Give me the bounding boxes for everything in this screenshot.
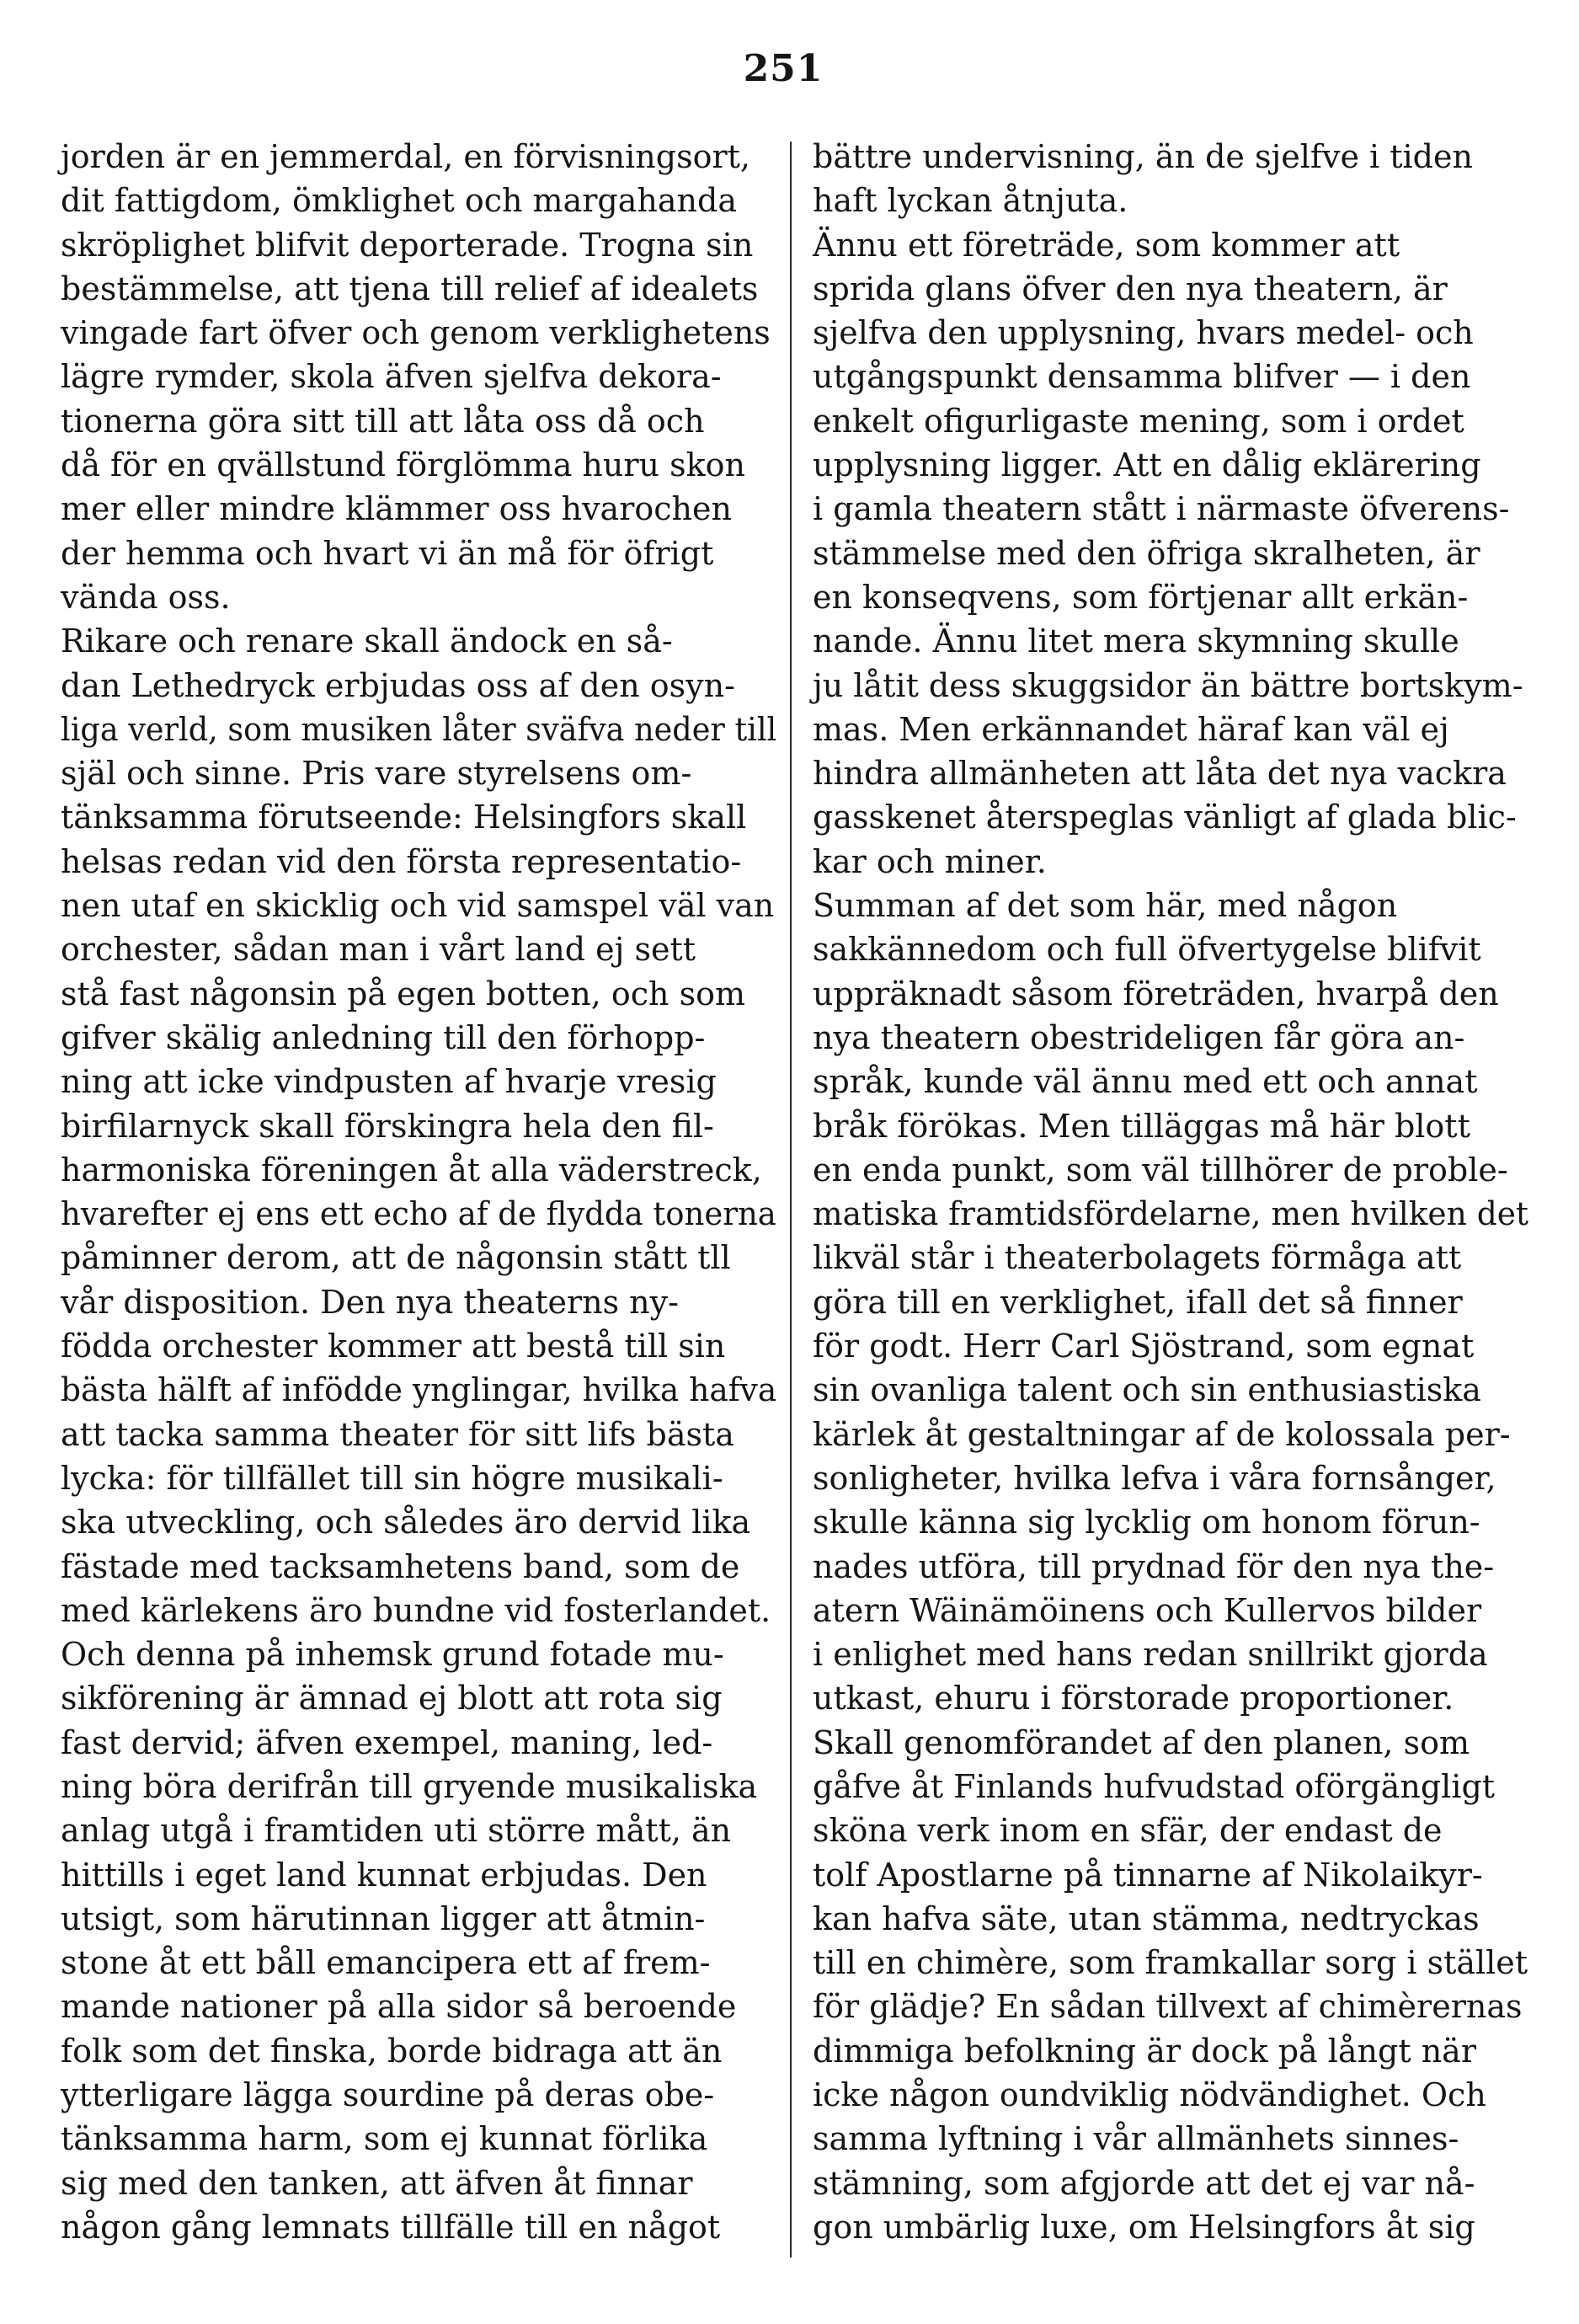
right-column-line: haft lyckan åtnjuta.: [813, 182, 1128, 220]
right-column-line: till en chimère, som framkallar sorg i stället: [813, 1944, 1528, 1982]
right-column-line: Skall genomförandet af den planen, som: [813, 1723, 1470, 1761]
right-column-line: samma lyftning i vår allmänhets sinnes-: [813, 2120, 1459, 2158]
left-column-line: nen utaf en skicklig och vid samspel väl van: [61, 887, 775, 925]
left-column-line: Rikare och renare skall ändock en så-: [61, 622, 673, 660]
right-column-line: matiska framtidsfördelarne, men hvilken det: [813, 1195, 1529, 1233]
left-column-line: då för en qvällstund förglömma huru skon: [61, 446, 745, 484]
right-column-line: tolf Apostlarne på tinnarne af Nikolaikyr-: [813, 1856, 1483, 1894]
page-number: 251: [743, 47, 824, 90]
left-column-line: dan Lethedryck erbjudas oss af den osyn-: [61, 666, 735, 704]
right-column-line: språk, kunde väl ännu med ett och annat: [813, 1063, 1478, 1101]
left-column-line: stone åt ett båll emancipera ett af frem-: [61, 1944, 711, 1982]
right-column-line: gåfve åt Finlands hufvudstad oförgängligt: [813, 1767, 1496, 1805]
right-column-line: sin ovanliga talent och sin enthusiastiska: [813, 1371, 1481, 1409]
left-column-line: stå fast någonsin på egen botten, och som: [61, 975, 745, 1012]
left-column-line: hvarefter ej ens ett echo af de flydda tonerna: [61, 1195, 776, 1233]
left-column-line: tionerna göra sitt till att låta oss då och: [61, 402, 705, 440]
left-column-line: orchester, sådan man i vårt land ej sett: [61, 931, 696, 969]
right-column-line: hindra allmänheten att låta det nya vackra: [813, 755, 1507, 793]
right-column-line: kar och miner.: [813, 842, 1047, 880]
right-column-line: Ännu ett företräde, som kommer att: [813, 226, 1400, 264]
left-column-line: fast dervid; äfven exempel, maning, led-: [61, 1723, 713, 1761]
right-column-line: sonligheter, hvilka lefva i våra fornsånger,: [813, 1459, 1496, 1497]
left-column-line: tänksamma förutseende: Helsingfors skall: [61, 799, 747, 836]
right-column-line: bråk förökas. Men tilläggas må här blott: [813, 1107, 1470, 1145]
right-column-line: för godt. Herr Carl Sjöstrand, som egnat: [813, 1328, 1475, 1365]
left-column-line: sikförening är ämnad ej blott att rota sig: [61, 1680, 723, 1718]
right-column-line: icke någon oundviklig nödvändighet. Och: [813, 2076, 1486, 2114]
left-column-line: folk som det finska, borde bidraga att än: [61, 2032, 723, 2070]
left-column-line: liga verld, som musiken låter sväfva neder till: [61, 710, 777, 748]
left-column-line: harmoniska föreningen åt alla väderstreck,: [61, 1151, 762, 1189]
left-column-line: skröplighet blifvit deporterade. Trogna sin: [61, 226, 754, 264]
left-column-line: ytterligare lägga sourdine på deras obe-: [61, 2076, 715, 2114]
right-column-line: likväl står i theaterbolagets förmåga att: [813, 1239, 1462, 1277]
right-column-line: stämmelse med den öfriga skralheten, är: [813, 534, 1480, 572]
left-column-line: ning att icke vindpusten af hvarje vresig: [61, 1063, 717, 1101]
right-column-line: för glädje? En sådan tillvext af chimèrernas: [813, 1988, 1523, 2026]
left-column-line: påminner derom, att de någonsin stått tll: [61, 1239, 731, 1277]
left-column-line: tänksamma harm, som ej kunnat förlika: [61, 2120, 708, 2158]
left-column-line: ning böra derifrån till gryende musikaliska: [61, 1767, 758, 1805]
left-column-line: vända oss.: [61, 578, 231, 616]
right-column-line: enkelt ofigurligaste mening, som i ordet: [813, 402, 1464, 440]
left-column-line: någon gång lemnats tillfälle till en något: [61, 2208, 721, 2246]
right-column-line: skulle känna sig lycklig om honom förun-: [813, 1504, 1480, 1541]
right-column-line: en enda punkt, som väl tillhörer de proble-: [813, 1151, 1508, 1189]
left-column-line: att tacka samma theater för sitt lifs bästa: [61, 1415, 734, 1453]
left-column-line: Och denna på inhemsk grund fotade mu-: [61, 1636, 724, 1674]
right-column-line: kan hafva säte, utan stämma, nedtryckas: [813, 1899, 1480, 1937]
left-column-line: jorden är en jemmerdal, en förvisningsort,: [61, 138, 751, 175]
right-column-line: göra till en verklighet, ifall det så finner: [813, 1283, 1463, 1321]
right-column-line: Summan af det som här, med någon: [813, 887, 1398, 925]
left-column-line: bestämmelse, att tjena till relief af idealets: [61, 270, 759, 307]
right-column-line: gon umbärlig luxe, om Helsingfors åt sig: [813, 2208, 1475, 2246]
left-column-line: födda orchester kommer att bestå till sin: [61, 1328, 726, 1365]
left-column-line: ska utveckling, och således äro dervid lika: [61, 1504, 751, 1541]
right-column-line: ju låtit dess skuggsidor än bättre bortskym-: [813, 666, 1523, 704]
left-column-line: birfilarnyck skall förskingra hela den fil-: [61, 1107, 714, 1145]
right-column-line: nya theatern obestrideligen får göra an-: [813, 1018, 1465, 1056]
right-column-line: stämning, som afgjorde att det ej var nå-: [813, 2164, 1475, 2202]
right-column-line: sakkännedom och full öfvertygelse blifvit: [813, 931, 1481, 969]
right-column: [813, 135, 1528, 2249]
left-column-line: der hemma och hvart vi än må för öfrigt: [61, 534, 714, 572]
right-column-line: sjelfva den upplysning, hvars medel- och: [813, 314, 1474, 352]
left-column-line: gifver skälig anledning till den förhopp-: [61, 1018, 706, 1056]
left-column-line: fästade med tacksamhetens band, som de: [61, 1547, 740, 1585]
right-column-line: atern Wäinämöinens och Kullervos bilder: [813, 1591, 1482, 1629]
left-column-line: helsas redan vid den första representatio-: [61, 842, 742, 880]
right-column-line: utgångspunkt densamma blifver — i den: [813, 358, 1471, 396]
left-column-line: själ och sinne. Pris vare styrelsens om-: [61, 755, 692, 793]
column-divider: [790, 142, 792, 2257]
right-column-line: dimmiga befolkning är dock på långt när: [813, 2032, 1476, 2070]
right-column-line: sprida glans öfver den nya theatern, är: [813, 270, 1448, 307]
left-column-line: vingade fart öfver och genom verklighetens: [61, 314, 771, 352]
left-column-line: dit fattigdom, ömklighet och margahanda: [61, 182, 737, 220]
right-column-line: uppräknadt såsom företräden, hvarpå den: [813, 975, 1499, 1012]
right-column-line: i gamla theatern stått i närmaste öfverens-: [813, 490, 1510, 528]
left-column-line: sig med den tanken, att äfven åt finnar: [61, 2164, 693, 2202]
right-column-line: upplysning ligger. Att en dålig eklärering: [813, 446, 1481, 484]
left-column-line: anlag utgå i framtiden uti större mått, än: [61, 1812, 732, 1850]
left-column-line: med kärlekens äro bundne vid fosterlandet.: [61, 1591, 771, 1629]
right-column-line: sköna verk inom en sfär, der endast de: [813, 1812, 1443, 1850]
right-column-line: gasskenet återspeglas vänligt af glada blic-: [813, 799, 1517, 836]
left-column-line: mande nationer på alla sidor så beroende: [61, 1988, 737, 2026]
left-column-line: lycka: för tillfället till sin högre musikali-: [61, 1459, 723, 1497]
left-column-line: mer eller mindre klämmer oss hvarochen: [61, 490, 732, 528]
right-column-line: kärlek åt gestaltningar af de kolossala per-: [813, 1415, 1511, 1453]
left-column-line: hittills i eget land kunnat erbjudas. Den: [61, 1856, 707, 1894]
left-column-line: vår disposition. Den nya theaterns ny-: [61, 1283, 679, 1321]
right-column-line: mas. Men erkännandet häraf kan väl ej: [813, 710, 1449, 748]
right-column-line: nande. Ännu litet mera skymning skulle: [813, 622, 1459, 660]
right-column-line: nades utföra, till prydnad för den nya the-: [813, 1547, 1495, 1585]
left-column-line: lägre rymder, skola äfven sjelfva dekora-: [61, 358, 722, 396]
right-column-line: i enlighet med hans redan snillrikt gjorda: [813, 1636, 1488, 1674]
right-column-line: en konseqvens, som förtjenar allt erkän-: [813, 578, 1469, 616]
right-column-line: bättre undervisning, än de sjelfve i tiden: [813, 138, 1473, 175]
right-column-line: utkast, ehuru i förstorade proportioner.: [813, 1680, 1454, 1718]
left-column-line: bästa hälft af infödde ynglingar, hvilka hafva: [61, 1371, 777, 1409]
left-column: [61, 135, 776, 2249]
left-column-line: utsigt, som härutinnan ligger att åtmin-: [61, 1899, 706, 1937]
